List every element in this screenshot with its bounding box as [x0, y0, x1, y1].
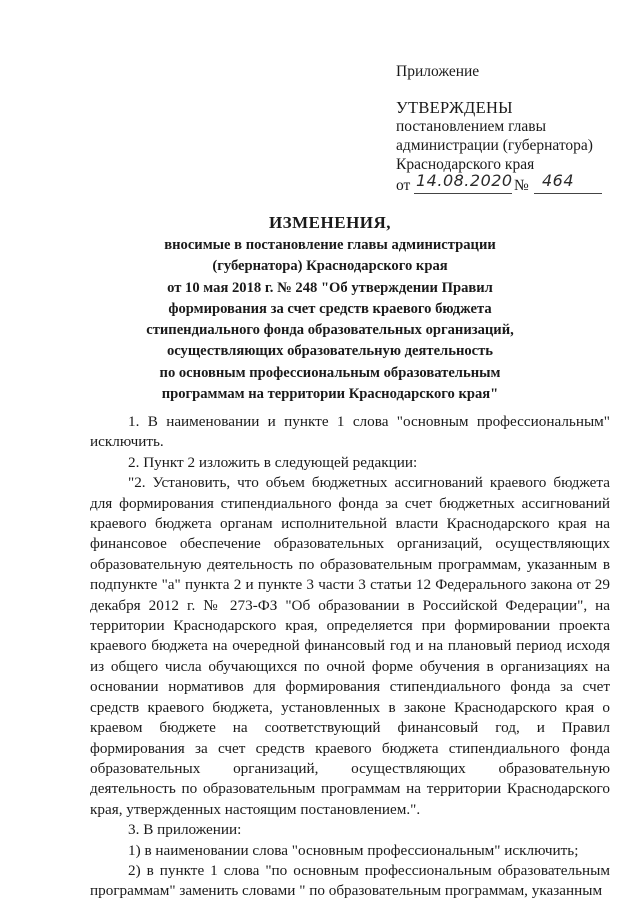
number-underline: [534, 193, 602, 194]
number-prefix: №: [514, 177, 529, 194]
title-line: от 10 мая 2018 г. № 248 "Об утверждении Правил: [167, 279, 493, 296]
title-line: (губернатора) Краснодарского края: [212, 258, 448, 275]
paragraph-6: 2) в пункте 1 слова "по основным профессиональным образовательным программам" заменить словами " по образовательным программам, указанным: [90, 861, 610, 900]
handwritten-number: 464: [542, 171, 575, 190]
approval-line: Краснодарского края: [396, 156, 535, 173]
title-line: формирования за счет средств краевого бюджета: [168, 300, 492, 317]
handwritten-date: 14.08.2020: [416, 171, 513, 190]
date-number-line: [396, 171, 626, 198]
title-line: по основным профессиональным образовательным: [159, 364, 501, 381]
document-body: [90, 412, 610, 902]
paragraph-4: 3. В приложении:: [128, 821, 242, 839]
paragraph-3: "2. Установить, что объем бюджетных ассигнований краевого бюджета для формирования стипендиального фонда за счет бюджетных ассигнований краевого бюджета органам исполнительной власти Краснодарского края на финансовое обеспечение образовательных организаций, осуществляющих образовательную деятельность по образовательным программам, указанным в подпункте "а" пункта 2 и пункте 3 части 3 статьи 12 Федерального закона от 29 декабря 2012 г. № 273-ФЗ "Об образовании в Российской Федерации", на территории Краснодарского края, определяется при формировании проекта краевого бюджета на очередной финансовый год и на плановый период исходя из общего числа обучающихся по очной форме обучения в организациях на основании нормативов для формирования стипендиального фонда за счет средств краевого бюджета, установленных в законе Краснодарского края о краевом бюджете на соответствующий финансовый год, и Правил формирования за счет средств краевого бюджета стипендиального фонда образовательных организаций, осуществляющих образовательную деятельность по образовательным программам на территории Краснодарского края, утвержденных настоящим постановлением.".: [90, 474, 610, 818]
paragraph-5: 1) в наименовании слова "основным профессиональным" исключить;: [128, 841, 579, 859]
approval-line: администрации (губернатора): [396, 137, 593, 154]
approval-block: [396, 62, 626, 198]
document-title: [100, 212, 560, 405]
paragraph-2: 2. Пункт 2 изложить в следующей редакции:: [128, 453, 418, 471]
title-heading: ИЗМЕНЕНИЯ,: [268, 213, 392, 232]
approval-line: постановлением главы: [396, 118, 546, 135]
title-line: вносимые в постановление главы администрации: [164, 237, 496, 253]
date-underline: [414, 193, 512, 194]
approved-label: УТВЕРЖДЕНЫ: [396, 98, 513, 117]
title-line: стипендиального фонда образовательных организаций,: [146, 322, 514, 339]
date-prefix: от: [396, 177, 411, 194]
title-line: осуществляющих образовательную деятельность: [166, 343, 494, 360]
paragraph-1: 1. В наименовании и пункте 1 слова "основным профессиональным" исключить.: [90, 413, 610, 451]
appendix-label: Приложение: [396, 63, 480, 80]
title-line: программам на территории Краснодарского края": [161, 386, 499, 403]
